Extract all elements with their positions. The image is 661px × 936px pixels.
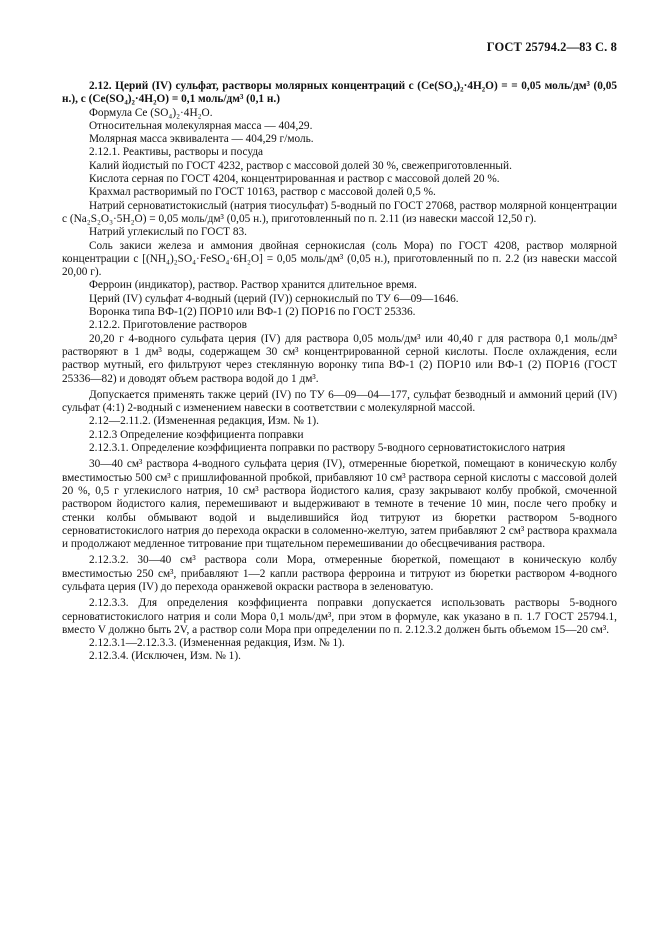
paragraph: Ферроин (индикатор), раствор. Раствор хранится длительное время. (89, 279, 417, 292)
document-body (62, 80, 617, 664)
amendment-note: 2.12.3.4. (Исключен, Изм. № 1). (89, 650, 241, 663)
paragraph: 2.12.3.2. 30—40 см³ раствора соли Мора, отмеренные бюреткой, помещают в коническую колбу вместимостью 250 см³, прибавляют 1—2 капли раствора ферроина и титруют из бюретки раствором 4-водного сульфата церия (IV) до перехода оранжевой окраски раствора в зеленоватую. (62, 554, 617, 593)
subsection-heading: 2.12.1. Реактивы, растворы и посуда (89, 146, 264, 159)
paragraph: Воронка типа ВФ-1(2) ПОР10 или ВФ-1 (2) ПОР16 по ГОСТ 25336. (89, 306, 416, 319)
paragraph: 2.12.3.1. Определение коэффициента поправки по раствору 5-водного серноватистокислого натрия (89, 442, 566, 455)
paragraph: 30—40 см³ раствора 4-водного сульфата церия (IV), отмеренные бюреткой, помещают в коническую колбу вместимостью 500 см³ с пришлифованной пробкой, прибавляют 10 см³ раствора серной кислоты с массовой долей 20 %, 0,5 г углекислого натрия, 10 см³ раствора йодистого калия, сразу закрывают колбу пробкой, смоченной раствором йодистого калия, перемешивают и выдерживают в темноте в течение 10 мин, после чего пробку и стенки колбы обмывают водой и выделившийся йод титруют из бюретки раствором 5-водного серноватистокислого натрия до перехода окраски в соломенно-желтую, затем прибавляют 2 см³ раствора крахмала и продолжают медленное титрование при тщательном перемешивании до обесцвечивания раствора. (62, 458, 617, 551)
paragraph: 2.12.3.3. Для определения коэффициента поправки допускается использовать растворы 5-водного серноватистокислого натрия и соли Мора 0,1 моль/дм³, при этом в формуле, как указано в п. 1.7 ГОСТ 25794.1, вместо V должно быть 2V, а раствор соли Мора при определении по п. 2.12.3.2 должен быть объемом 15—20 см³. (62, 597, 617, 636)
paragraph: Относительная молекулярная масса — 404,29. (89, 119, 313, 132)
amendment-note: 2.12.3.1—2.12.3.3. (Измененная редакция, Изм. № 1). (89, 637, 345, 650)
paragraph: Соль закиси железа и аммония двойная сернокислая (соль Мора) по ГОСТ 4208, раствор молярной концентрации c [(NH₄)₂SO₄·FeSO₄·6H₂O] = 0,05 моль/дм³ (0,05 н.), приготовленный по п. 2.2 (из навески массой 20,00 г). (62, 239, 617, 279)
paragraph: Церий (IV) сульфат 4-водный (церий (IV)) сернокислый по ТУ 6—09—1646. (89, 292, 459, 305)
paragraph: Формула Ce (SO₄)₂·4H₂O. (89, 106, 213, 119)
paragraph: Молярная масса эквивалента — 404,29 г/моль. (89, 133, 314, 146)
paragraph: 20,20 г 4-водного сульфата церия (IV) для раствора 0,05 моль/дм³ или 40,40 г для раствора 0,1 моль/дм³ растворяют в 1 дм³ воды, содержащем 30 см³ концентрированной серной кислоты. После охлаждения, если раствор мутный, его фильтруют через стеклянную воронку типа ВФ-1 (2) ПОР10 или ВФ-1 (2) ПОР16 (ГОСТ 25336—82) и доводят объем раствора водой до 1 дм³. (62, 332, 617, 385)
paragraph: Кислота серная по ГОСТ 4204, концентрированная и раствор с массовой долей 20 %. (89, 173, 500, 186)
paragraph: Натрий углекислый по ГОСТ 83. (89, 226, 247, 239)
paragraph: Крахмал растворимый по ГОСТ 10163, раствор с массовой долей 0,5 %. (89, 186, 436, 199)
paragraph: Калий йодистый по ГОСТ 4232, раствор с массовой долей 30 %, свежеприготовленный. (89, 159, 512, 172)
subsection-heading: 2.12.3 Определение коэффициента поправки (89, 428, 304, 441)
amendment-note: 2.12—2.11.2. (Измененная редакция, Изм. № 1). (89, 415, 319, 428)
subsection-heading: 2.12.2. Приготовление растворов (89, 319, 247, 332)
paragraph: Натрий серноватистокислый (натрия тиосульфат) 5-водный по ГОСТ 27068, раствор молярной концентрации c (Na₂S₂O₃·5H₂O) = 0,05 моль/дм³ (0,05 н.), приготовленный по п. 2.11 (из навески массой 12,50 г). (62, 199, 617, 225)
paragraph: Допускается применять также церий (IV) по ТУ 6—09—04—177, сульфат безводный и аммоний церий (IV) сульфат (4:1) 2-водный с изменением навески в соответствии с молекулярной массой. (62, 388, 617, 415)
section-heading: 2.12. Церий (IV) сульфат, растворы молярных концентраций c (Ce(SO₄)₂·4H₂O) = = 0,05 моль/дм³ (0,05 н.), c (Ce(SO₄)₂·4H₂O) = 0,1 моль/дм³ (0,1 н.) (62, 80, 617, 106)
page-header: ГОСТ 25794.2—83 С. 8 (486, 40, 617, 54)
